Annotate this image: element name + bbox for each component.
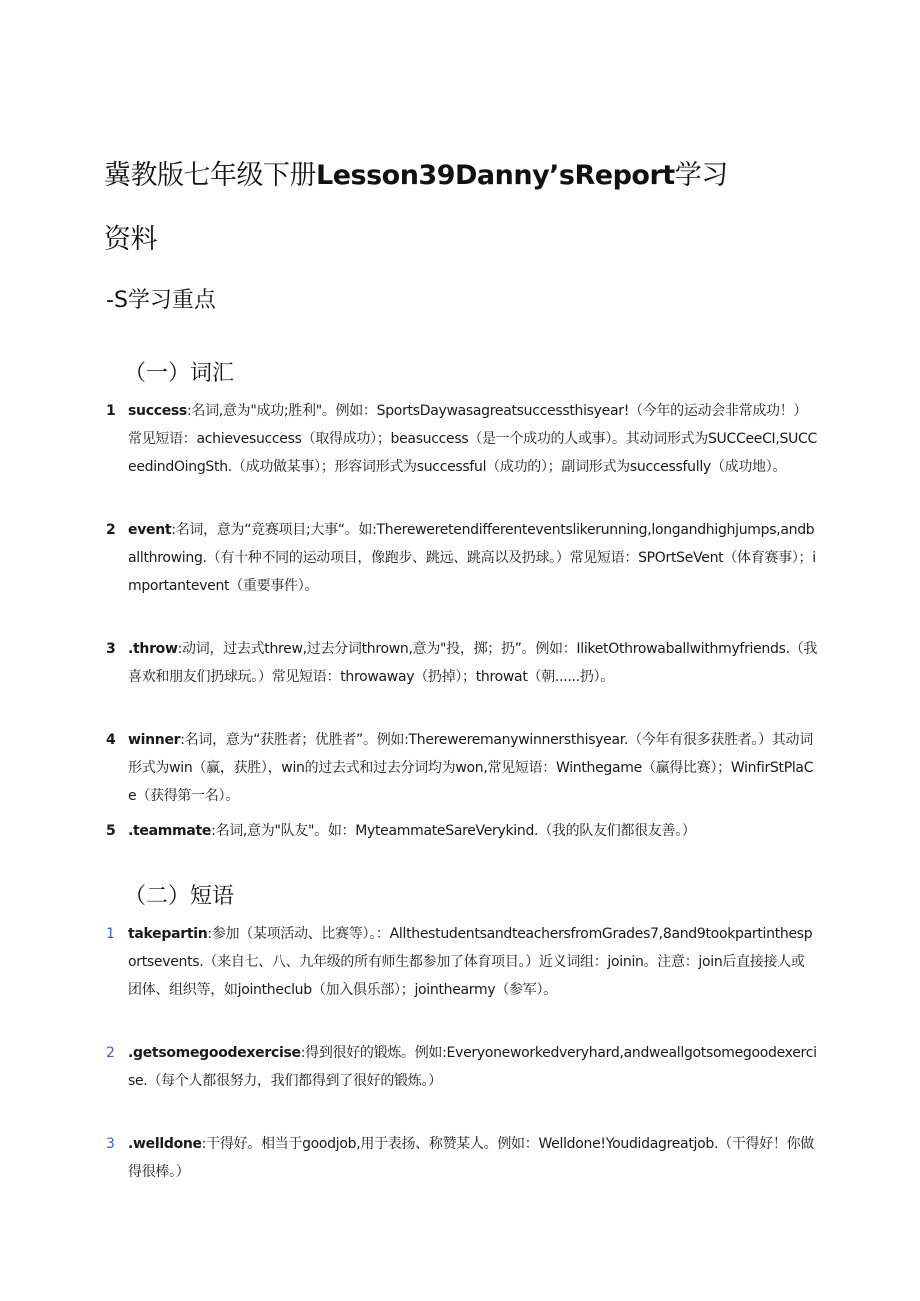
vocab-word: winner xyxy=(128,732,181,748)
vocab-word: .throw xyxy=(128,641,178,657)
phrase-item xyxy=(106,1130,818,1186)
title-suffix: 学习资料 xyxy=(104,160,728,255)
title-prefix: 冀教版七年级下册 xyxy=(104,160,316,191)
phrase-item xyxy=(106,920,818,1004)
vocab-item-body xyxy=(128,726,818,810)
vocab-item-number: 3 xyxy=(106,641,116,657)
vocab-item-body xyxy=(128,516,818,600)
phrase-word: .welldone xyxy=(128,1136,202,1152)
phrase-word: .getsomegoodexercise xyxy=(128,1045,301,1061)
document-title xyxy=(104,144,744,272)
vocab-explanation: :名词,意为"队友"。如：MyteammateSareVerykind.（我的队友们都很友善。） xyxy=(211,823,696,839)
phrase-item-body xyxy=(128,1039,818,1095)
vocab-item-number: 5 xyxy=(106,823,116,839)
vocab-explanation: :名词，意为“获胜者；优胜者”。例如:Thereweremanywinnersthisyear.（今年有很多获胜者。）其动词形式为win（赢，获胜），win的过去式和过去分词均为won,常见短语：Winthegame（赢得比赛）；WinfirStPlaCe（获得第一名）。 xyxy=(128,732,814,804)
vocab-item xyxy=(106,726,818,810)
vocab-item-body xyxy=(128,397,818,481)
vocab-word: success xyxy=(128,403,187,419)
vocab-word: event xyxy=(128,522,172,538)
vocab-explanation: :名词,意为"成功;胜利"。例如：SportsDaywasagreatsuccessthisyear!（今年的运动会非常成功！）常见短语：achievesuccess（取得成功）；beasuccess（是一个成功的人或事）。其动词形式为SUCCeeCI,SUCCeedindOingSth.（成功做某事）；形容词形式为successful（成功的）；副词形式为successfully（成功地）。 xyxy=(128,403,818,475)
vocab-item xyxy=(106,516,818,600)
title-lesson: Lesson39Danny’sReport xyxy=(316,160,675,191)
phrase-item-number: 3 xyxy=(106,1136,115,1152)
vocab-item-body xyxy=(128,635,818,691)
phrase-item-number: 1 xyxy=(106,926,115,942)
vocab-word: .teammate xyxy=(128,823,212,839)
section-key-points-heading: -S学习重点 xyxy=(106,288,216,313)
vocab-heading: （一）词汇 xyxy=(124,361,235,386)
vocab-item xyxy=(106,817,818,845)
phrase-item-body xyxy=(128,920,818,1004)
phrase-item xyxy=(106,1039,818,1095)
vocab-item xyxy=(106,397,818,481)
phrase-explanation: :参加（某项活动、比赛等）。：AllthestudentsandteachersfromGrades7,8and9tookpartinthesportsevents.（来自七、八、九年级的所有师生都参加了体育项目。）近义词组：joinin。注意：join后直接接人或团体、组织等，如jointheclub（加入俱乐部）；jointhearmy（参军）。 xyxy=(128,926,813,998)
phrase-heading: （二）短语 xyxy=(124,884,235,909)
phrase-item-body xyxy=(128,1130,818,1186)
vocab-item xyxy=(106,635,818,691)
vocab-explanation: :动词，过去式threw,过去分词thrown,意为"投，掷；扔”。例如：IliketOthrowaballwithmyfriends.（我喜欢和朋友们扔球玩。）常见短语：throwaway（扔掉）；throwat（朝......扔）。 xyxy=(128,641,818,685)
vocab-item-number: 1 xyxy=(106,403,116,419)
phrase-item-number: 2 xyxy=(106,1045,115,1061)
phrase-word: takepartin xyxy=(128,926,208,942)
vocab-item-number: 4 xyxy=(106,732,116,748)
phrase-explanation: :得到很好的锻炼。例如:Everyoneworkedveryhard,andweallgotsomegoodexercise.（每个人都很努力，我们都得到了很好的锻炼。） xyxy=(128,1045,817,1089)
vocab-item-body xyxy=(128,817,818,845)
phrase-explanation: :干得好。相当于goodjob,用于表扬、称赞某人。例如：Welldone!Youdidagreatjob.（干得好！你做得很棒。） xyxy=(128,1136,815,1180)
vocab-explanation: :名词，意为“竞赛项目;大事“。如:Thereweretendifferenteventslikerunning,longandhighjumps,andballthrowing.（有十种不同的运动项目，像跑步、跳远、跳高以及扔球。）常见短语：SPOrtSeVent（体育赛事）；importantevent（重要事件）。 xyxy=(128,522,816,594)
vocab-item-number: 2 xyxy=(106,522,116,538)
